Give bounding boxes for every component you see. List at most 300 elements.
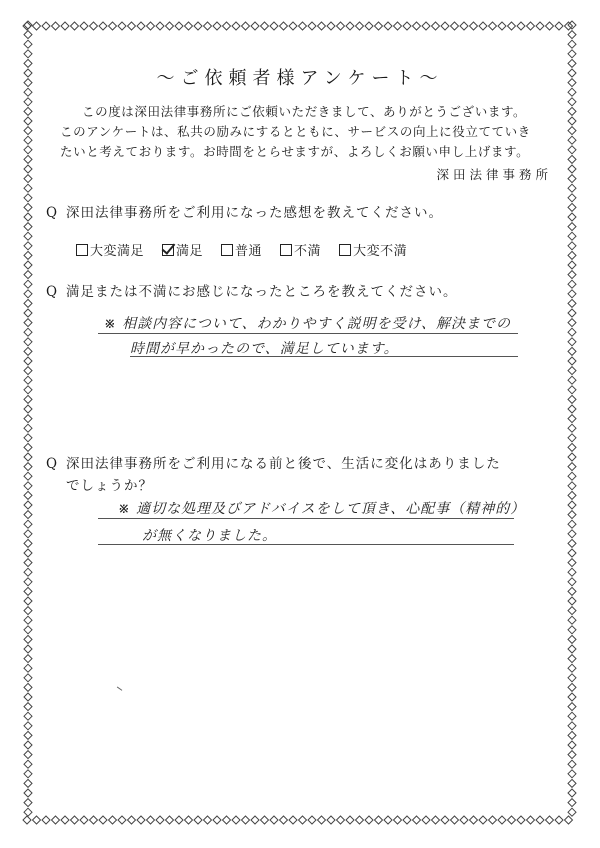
diamond-ornament xyxy=(24,616,32,624)
diamond-ornament xyxy=(52,816,60,824)
diamond-ornament xyxy=(137,22,145,30)
question-1 xyxy=(46,202,443,224)
diamond-ornament xyxy=(498,816,506,824)
diamond-ornament xyxy=(568,386,576,394)
diamond-ornament xyxy=(568,664,576,672)
diamond-ornament xyxy=(24,549,32,557)
diamond-ornament xyxy=(568,319,576,327)
diamond-ornament xyxy=(175,816,183,824)
diamond-ornament xyxy=(568,251,576,259)
diamond-ornament xyxy=(568,347,576,355)
diamond-ornament xyxy=(365,816,373,824)
diamond-ornament xyxy=(568,165,576,173)
right-diamond-border xyxy=(566,20,578,826)
option-very-satisfied[interactable] xyxy=(76,240,144,259)
answer-rule xyxy=(98,333,518,334)
diamond-ornament xyxy=(137,816,145,824)
answer-rule xyxy=(98,544,514,545)
diamond-ornament xyxy=(422,22,430,30)
diamond-ornament xyxy=(568,626,576,634)
diamond-ornament xyxy=(508,22,516,30)
diamond-ornament xyxy=(24,491,32,499)
diamond-ornament xyxy=(568,223,576,231)
diamond-ornament xyxy=(568,357,576,365)
diamond-ornament xyxy=(441,22,449,30)
option-neutral[interactable] xyxy=(221,240,262,259)
diamond-ornament xyxy=(479,22,487,30)
diamond-ornament xyxy=(568,607,576,615)
diamond-ornament xyxy=(555,22,563,30)
answer-2-line-1: ※ 相談内容について、わかりやすく説明を受け、解決までの xyxy=(104,316,512,332)
diamond-ornament xyxy=(568,731,576,739)
question-mark: Q xyxy=(46,456,59,472)
diamond-ornament xyxy=(568,578,576,586)
answer-rule xyxy=(98,518,514,519)
diamond-ornament xyxy=(24,607,32,615)
diamond-ornament xyxy=(568,328,576,336)
diamond-ornament xyxy=(568,175,576,183)
option-very-dissatisfied[interactable] xyxy=(339,240,407,259)
survey-title: 〜ご依頼者様アンケート〜 xyxy=(156,68,444,89)
question-mark: Q xyxy=(46,284,59,300)
diamond-ornament xyxy=(568,232,576,240)
diamond-ornament xyxy=(337,22,345,30)
diamond-ornament xyxy=(24,50,32,58)
diamond-ornament xyxy=(460,816,468,824)
diamond-ornament xyxy=(24,645,32,653)
diamond-ornament xyxy=(128,22,136,30)
diamond-ornament xyxy=(24,626,32,634)
diamond-ornament xyxy=(24,405,32,413)
diamond-ornament xyxy=(42,816,50,824)
diamond-ornament xyxy=(568,21,576,29)
diamond-ornament xyxy=(232,816,240,824)
diamond-ornament xyxy=(375,816,383,824)
diamond-ornament xyxy=(568,722,576,730)
diamond-ornament xyxy=(24,251,32,259)
intro-text xyxy=(60,102,550,162)
diamond-ornament xyxy=(413,22,421,30)
option-satisfied[interactable] xyxy=(162,240,203,259)
diamond-ornament xyxy=(24,40,32,48)
diamond-ornament xyxy=(568,760,576,768)
diamond-ornament xyxy=(568,491,576,499)
diamond-ornament xyxy=(24,261,32,269)
answer-2-line-2: 時間が早かったので、満足しています。 xyxy=(130,341,399,357)
diamond-ornament xyxy=(24,107,32,115)
satisfaction-options xyxy=(76,240,536,259)
diamond-ornament xyxy=(175,22,183,30)
diamond-ornament xyxy=(223,816,231,824)
diamond-ornament xyxy=(204,22,212,30)
diamond-ornament xyxy=(568,98,576,106)
diamond-ornament xyxy=(204,816,212,824)
diamond-ornament xyxy=(568,136,576,144)
diamond-ornament xyxy=(375,22,383,30)
diamond-ornament xyxy=(24,175,32,183)
diamond-ornament xyxy=(24,453,32,461)
diamond-ornament xyxy=(470,816,478,824)
diamond-ornament xyxy=(568,789,576,797)
diamond-ornament xyxy=(568,155,576,163)
diamond-ornament xyxy=(568,194,576,202)
diamond-ornament xyxy=(384,22,392,30)
diamond-ornament xyxy=(61,816,69,824)
diamond-ornament xyxy=(24,530,32,538)
diamond-ornament xyxy=(568,107,576,115)
diamond-ornament xyxy=(24,578,32,586)
diamond-ornament xyxy=(24,213,32,221)
diamond-ornament xyxy=(24,232,32,240)
diamond-ornament xyxy=(568,655,576,663)
diamond-ornament xyxy=(166,22,174,30)
diamond-ornament xyxy=(403,22,411,30)
diamond-ornament xyxy=(24,155,32,163)
diamond-ornament xyxy=(422,816,430,824)
diamond-ornament xyxy=(568,203,576,211)
diamond-ornament xyxy=(299,22,307,30)
diamond-ornament xyxy=(24,395,32,403)
diamond-ornament xyxy=(568,31,576,39)
diamond-ornament xyxy=(568,539,576,547)
diamond-ornament xyxy=(470,22,478,30)
diamond-ornament xyxy=(24,712,32,720)
diamond-ornament xyxy=(568,501,576,509)
diamond-ornament xyxy=(242,816,250,824)
diamond-ornament xyxy=(24,271,32,279)
answer-3-line-1: ※ 適切な処理及びアドバイスをして頂き、心配事（精神的） xyxy=(118,501,526,517)
answer-rule xyxy=(130,356,518,357)
diamond-ornament xyxy=(568,645,576,653)
answer-3-line-2: が無くなりました。 xyxy=(142,528,277,544)
diamond-ornament xyxy=(24,165,32,173)
diamond-ornament xyxy=(568,587,576,595)
diamond-ornament xyxy=(568,472,576,480)
diamond-ornament xyxy=(568,405,576,413)
diamond-ornament xyxy=(80,816,88,824)
diamond-ornament xyxy=(508,816,516,824)
diamond-ornament xyxy=(24,597,32,605)
diamond-ornament xyxy=(403,816,411,824)
diamond-ornament xyxy=(568,597,576,605)
checkbox[interactable] xyxy=(339,244,351,256)
diamond-ornament xyxy=(517,816,525,824)
diamond-ornament xyxy=(527,816,535,824)
diamond-ornament xyxy=(24,568,32,576)
diamond-ornament xyxy=(327,22,335,30)
diamond-ornament xyxy=(251,816,259,824)
diamond-ornament xyxy=(365,22,373,30)
diamond-ornament xyxy=(99,22,107,30)
diamond-ornament xyxy=(555,816,563,824)
diamond-ornament xyxy=(24,501,32,509)
diamond-ornament xyxy=(568,751,576,759)
diamond-ornament xyxy=(536,22,544,30)
diamond-ornament xyxy=(536,816,544,824)
diamond-ornament xyxy=(24,299,32,307)
diamond-ornament xyxy=(24,136,32,144)
diamond-ornament xyxy=(413,816,421,824)
diamond-ornament xyxy=(568,415,576,423)
diamond-ornament xyxy=(118,816,126,824)
diamond-ornament xyxy=(451,816,459,824)
diamond-ornament xyxy=(289,816,297,824)
diamond-ornament xyxy=(489,816,497,824)
diamond-ornament xyxy=(327,816,335,824)
diamond-ornament xyxy=(568,808,576,816)
diamond-ornament xyxy=(213,816,221,824)
diamond-ornament xyxy=(568,779,576,787)
diamond-ornament xyxy=(568,424,576,432)
diamond-ornament xyxy=(568,117,576,125)
diamond-ornament xyxy=(24,741,32,749)
diamond-ornament xyxy=(568,683,576,691)
diamond-ornament xyxy=(61,22,69,30)
diamond-ornament xyxy=(24,347,32,355)
diamond-ornament xyxy=(24,443,32,451)
diamond-ornament xyxy=(194,22,202,30)
diamond-ornament xyxy=(546,22,554,30)
checkbox[interactable] xyxy=(280,244,292,256)
diamond-ornament xyxy=(451,22,459,30)
diamond-ornament xyxy=(24,770,32,778)
diamond-ornament xyxy=(568,299,576,307)
diamond-ornament xyxy=(568,338,576,346)
diamond-ornament xyxy=(384,816,392,824)
diamond-ornament xyxy=(568,40,576,48)
bottom-diamond-border xyxy=(22,814,578,826)
diamond-ornament xyxy=(568,511,576,519)
diamond-ornament xyxy=(90,22,98,30)
diamond-ornament xyxy=(24,280,32,288)
diamond-ornament xyxy=(24,376,32,384)
diamond-ornament xyxy=(498,22,506,30)
diamond-ornament xyxy=(52,22,60,30)
diamond-ornament xyxy=(213,22,221,30)
diamond-ornament xyxy=(394,22,402,30)
diamond-ornament xyxy=(479,816,487,824)
diamond-ornament xyxy=(251,22,259,30)
diamond-ornament xyxy=(24,223,32,231)
diamond-ornament xyxy=(24,674,32,682)
option-dissatisfied[interactable] xyxy=(280,240,321,259)
diamond-ornament xyxy=(432,22,440,30)
option-label: 不満 xyxy=(294,244,322,259)
diamond-ornament xyxy=(166,816,174,824)
question-2-text: 満足または不満にお感じになったところを教えてください。 xyxy=(66,284,458,300)
diamond-ornament xyxy=(568,703,576,711)
question-3-text-line-1: 深田法律事務所をご利用になる前と後で、生活に変化はありました xyxy=(66,456,501,472)
diamond-ornament xyxy=(24,751,32,759)
diamond-ornament xyxy=(568,463,576,471)
diamond-ornament xyxy=(185,816,193,824)
diamond-ornament xyxy=(42,22,50,30)
diamond-ornament xyxy=(568,549,576,557)
diamond-ornament xyxy=(318,816,326,824)
diamond-ornament xyxy=(568,635,576,643)
diamond-ornament xyxy=(24,472,32,480)
diamond-ornament xyxy=(185,22,193,30)
diamond-ornament xyxy=(568,261,576,269)
diamond-ornament xyxy=(24,587,32,595)
diamond-ornament xyxy=(24,21,32,29)
diamond-ornament xyxy=(24,799,32,807)
diamond-ornament xyxy=(318,22,326,30)
pen-mark xyxy=(116,687,123,693)
diamond-ornament xyxy=(568,271,576,279)
diamond-ornament xyxy=(24,328,32,336)
diamond-ornament xyxy=(280,816,288,824)
diamond-ornament xyxy=(568,146,576,154)
diamond-ornament xyxy=(24,722,32,730)
diamond-ornament xyxy=(568,242,576,250)
diamond-ornament xyxy=(24,415,32,423)
diamond-ornament xyxy=(568,530,576,538)
diamond-ornament xyxy=(568,50,576,58)
diamond-ornament xyxy=(568,693,576,701)
diamond-ornament xyxy=(568,309,576,317)
diamond-ornament xyxy=(24,309,32,317)
diamond-ornament xyxy=(432,816,440,824)
diamond-ornament xyxy=(24,338,32,346)
diamond-ornament xyxy=(441,816,449,824)
question-1-text: 深田法律事務所をご利用になった感想を教えてください。 xyxy=(66,205,443,221)
diamond-ornament xyxy=(568,395,576,403)
diamond-ornament xyxy=(568,616,576,624)
diamond-ornament xyxy=(24,367,32,375)
diamond-ornament xyxy=(270,816,278,824)
diamond-ornament xyxy=(568,712,576,720)
diamond-ornament xyxy=(24,539,32,547)
diamond-ornament xyxy=(568,443,576,451)
diamond-ornament xyxy=(24,655,32,663)
diamond-ornament xyxy=(568,482,576,490)
diamond-ornament xyxy=(346,816,354,824)
diamond-ornament xyxy=(24,203,32,211)
question-3-text-line-2: でしょうか？ xyxy=(66,478,153,494)
diamond-ornament xyxy=(156,22,164,30)
diamond-ornament xyxy=(24,808,32,816)
diamond-ornament xyxy=(24,424,32,432)
diamond-ornament xyxy=(109,816,117,824)
diamond-ornament xyxy=(270,22,278,30)
diamond-ornament xyxy=(24,290,32,298)
diamond-ornament xyxy=(24,434,32,442)
diamond-ornament xyxy=(24,511,32,519)
diamond-ornament xyxy=(394,816,402,824)
diamond-ornament xyxy=(568,290,576,298)
diamond-ornament xyxy=(568,127,576,135)
diamond-ornament xyxy=(232,22,240,30)
diamond-ornament xyxy=(568,520,576,528)
diamond-ornament xyxy=(156,816,164,824)
diamond-ornament xyxy=(242,22,250,30)
diamond-ornament xyxy=(90,816,98,824)
diamond-ornament xyxy=(24,242,32,250)
diamond-ornament xyxy=(308,22,316,30)
diamond-ornament xyxy=(24,779,32,787)
diamond-ornament xyxy=(568,799,576,807)
diamond-ornament xyxy=(24,31,32,39)
intro-line-1: この度は深田法律事務所にご依頼いただきまして、ありがとうございます。 xyxy=(82,104,527,119)
diamond-ornament xyxy=(289,22,297,30)
diamond-ornament xyxy=(24,683,32,691)
diamond-ornament xyxy=(99,816,107,824)
option-label: 大変満足 xyxy=(90,244,145,259)
diamond-ornament xyxy=(223,22,231,30)
diamond-ornament xyxy=(24,760,32,768)
diamond-ornament xyxy=(24,635,32,643)
diamond-ornament xyxy=(346,22,354,30)
intro-line-3: たいと考えております。お時間をとらせますが、よろしくお願い申し上げます。 xyxy=(60,144,530,159)
diamond-ornament xyxy=(109,22,117,30)
checkbox[interactable] xyxy=(76,244,88,256)
question-3 xyxy=(46,453,566,497)
diamond-ornament xyxy=(356,22,364,30)
diamond-ornament xyxy=(299,816,307,824)
diamond-ornament xyxy=(568,367,576,375)
question-2 xyxy=(46,281,458,303)
diamond-ornament xyxy=(24,386,32,394)
diamond-ornament xyxy=(568,741,576,749)
diamond-ornament xyxy=(24,117,32,125)
diamond-ornament xyxy=(71,816,79,824)
diamond-ornament xyxy=(147,816,155,824)
intro-line-2: このアンケートは、私共の励みにするとともに、サービスの向上に役立てていき xyxy=(60,124,531,139)
diamond-ornament xyxy=(568,434,576,442)
left-diamond-border xyxy=(22,20,34,826)
checkbox[interactable] xyxy=(221,244,233,256)
diamond-ornament xyxy=(356,816,364,824)
diamond-ornament xyxy=(308,816,316,824)
diamond-ornament xyxy=(24,146,32,154)
top-diamond-border xyxy=(22,20,578,32)
diamond-ornament xyxy=(546,816,554,824)
diamond-ornament xyxy=(568,184,576,192)
diamond-ornament xyxy=(194,816,202,824)
diamond-ornament xyxy=(118,22,126,30)
diamond-ornament xyxy=(147,22,155,30)
diamond-ornament xyxy=(24,127,32,135)
option-label: 満足 xyxy=(176,244,204,259)
diamond-ornament xyxy=(568,280,576,288)
diamond-ornament xyxy=(568,674,576,682)
diamond-ornament xyxy=(517,22,525,30)
diamond-ornament xyxy=(568,559,576,567)
diamond-ornament xyxy=(24,463,32,471)
diamond-ornament xyxy=(24,482,32,490)
diamond-ornament xyxy=(71,22,79,30)
diamond-ornament xyxy=(261,22,269,30)
organization-name: 深田法律事務所 xyxy=(436,167,552,182)
diamond-ornament xyxy=(337,816,345,824)
diamond-ornament xyxy=(280,22,288,30)
diamond-ornament xyxy=(24,731,32,739)
diamond-ornament xyxy=(261,816,269,824)
diamond-ornament xyxy=(568,376,576,384)
checkbox-checked[interactable] xyxy=(162,244,174,256)
diamond-ornament xyxy=(489,22,497,30)
diamond-ornament xyxy=(568,770,576,778)
question-mark: Q xyxy=(46,205,59,221)
diamond-ornament xyxy=(568,213,576,221)
diamond-ornament xyxy=(24,98,32,106)
diamond-ornament xyxy=(24,559,32,567)
option-label: 大変不満 xyxy=(353,244,408,259)
diamond-ornament xyxy=(24,184,32,192)
diamond-ornament xyxy=(24,693,32,701)
diamond-ornament xyxy=(460,22,468,30)
